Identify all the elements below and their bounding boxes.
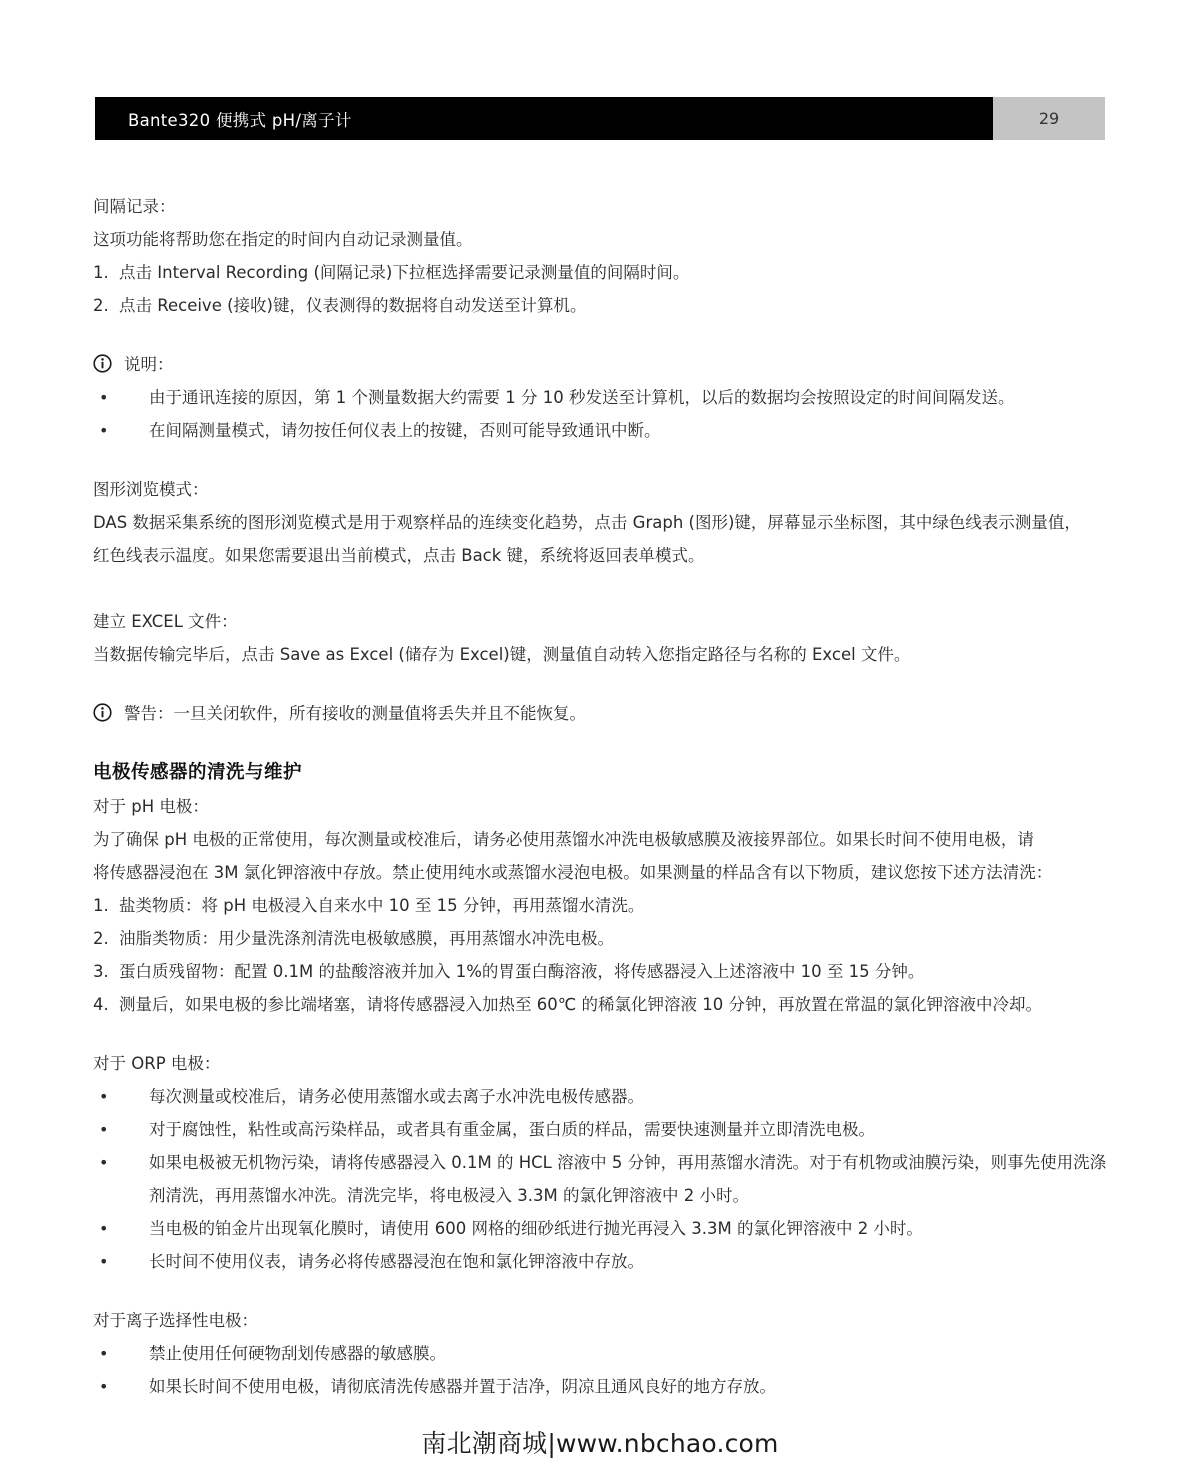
info-circle-icon [93,354,112,373]
list-item-text: 盐类物质：将 pH 电极浸入自来水中 10 至 15 分钟，再用蒸馏水清洗。 [119,896,645,915]
graph-mode-heading: 图形浏览模式： [93,480,209,499]
header-title-bar [95,97,993,140]
spacer [93,671,1115,697]
list-item-number: 2. [93,296,109,315]
excel-file-heading: 建立 EXCEL 文件： [93,612,238,631]
list-item [93,256,1115,289]
warning-text: 警告：一旦关闭软件，所有接收的测量值将丢失并且不能恢复。 [124,704,586,723]
graph-mode-body-line-2: 红色线表示温度。如果您需要退出当前模式，点击 Back 键，系统将返回表单模式。 [93,546,705,565]
ise-electrode-subheading: 对于离子选择性电极： [93,1311,258,1330]
list-item-number: 3. [93,962,109,981]
interval-recording-intro: 这项功能将帮助您在指定的时间内自动记录测量值。 [93,230,473,249]
page-number: 29 [1038,109,1060,128]
list-item [93,955,1115,988]
list-item-text: 点击 Interval Recording (间隔记录)下拉框选择需要记录测量值的间隔时间。 [119,263,690,282]
list-item: • 在间隔测量模式，请勿按任何仪表上的按键，否则可能导致通讯中断。 [93,414,1115,447]
ise-electrode-bullets [93,1337,1115,1403]
list-item: • 对于腐蚀性，粘性或高污染样品，或者具有重金属，蛋白质的样品，需要快速测量并立即清洗电极。 [93,1113,1115,1146]
list-item [93,988,1115,1021]
ph-electrode-body-line-1: 为了确保 pH 电极的正常使用，每次测量或校准后，请务必使用蒸馏水冲洗电极敏感膜及液接界部位。如果长时间不使用电极，请 [93,830,1034,849]
spacer [93,322,1115,348]
interval-recording-heading: 间隔记录： [93,197,176,216]
excel-file-body: 当数据传输完毕后，点击 Save as Excel (储存为 Excel)键，测量值自动转入您指定路径与名称的 Excel 文件。 [93,645,911,664]
list-item-text: 油脂类物质：用少量洗涤剂清洗电极敏感膜，再用蒸馏水冲洗电极。 [119,929,614,948]
list-item-number: 2. [93,929,109,948]
list-item: • 如果长时间不使用电极，请彻底清洗传感器并置于洁净，阴凉且通风良好的地方存放。 [93,1370,1115,1403]
note-label: 说明： [124,355,174,374]
graph-mode-body-line-1: DAS 数据采集系统的图形浏览模式是用于观察样品的连续变化趋势，点击 Graph (图形)键，屏幕显示坐标图，其中绿色线表示测量值， [93,513,1081,532]
orp-electrode-subheading: 对于 ORP 电极： [93,1054,221,1073]
ph-electrode-steps [93,889,1115,1021]
list-item [93,889,1115,922]
list-item-number: 4. [93,995,109,1014]
list-item: • 每次测量或校准后，请务必使用蒸馏水或去离子水冲洗电极传感器。 [93,1080,1115,1113]
page-number-box [993,97,1105,140]
interval-recording-steps [93,256,1115,322]
page-content [93,190,1115,1403]
spacer [93,1278,1115,1304]
page-footer [0,1424,1200,1460]
warning-row [93,697,1115,730]
list-item-number: 1. [93,263,109,282]
spacer [93,572,1115,605]
orp-electrode-bullets [93,1080,1115,1278]
list-item-text: 测量后，如果电极的参比端堵塞，请将传感器浸入加热至 60℃ 的稀氯化钾溶液 10 分钟，再放置在常温的氯化钾溶液中冷却。 [119,995,1043,1014]
list-item-text: 点击 Receive (接收)键，仪表测得的数据将自动发送至计算机。 [119,296,587,315]
info-circle-icon [93,703,112,722]
ph-electrode-body-line-2: 将传感器浸泡在 3M 氯化钾溶液中存放。禁止使用纯水或蒸馏水浸泡电极。如果测量的样品含有以下物质，建议您按下述方法清洗： [93,863,1053,882]
list-item-text: 蛋白质残留物：配置 0.1M 的盐酸溶液并加入 1%的胃蛋白酶溶液，将传感器浸入上述溶液中 10 至 15 分钟。 [119,962,925,981]
list-item: • 当电极的铂金片出现氧化膜时，请使用 600 网格的细砂纸进行抛光再浸入 3.3M 的氯化钾溶液中 2 小时。 [93,1212,1115,1245]
list-item-number: 1. [93,896,109,915]
spacer [93,730,1115,756]
spacer [93,447,1115,473]
ph-electrode-subheading: 对于 pH 电极： [93,797,209,816]
list-item [93,289,1115,322]
list-item [93,922,1115,955]
note-label-row [93,348,1115,381]
spacer [93,1021,1115,1047]
list-item: • 长时间不使用仪表，请务必将传感器浸泡在饱和氯化钾溶液中存放。 [93,1245,1115,1278]
page-title: Bante320 便携式 pH/离子计 [128,110,352,130]
list-item: • 禁止使用任何硬物刮划传感器的敏感膜。 [93,1337,1115,1370]
note-bullets [93,381,1115,447]
page-header [95,97,1105,140]
list-item: • 如果电极被无机物污染，请将传感器浸入 0.1M 的 HCL 溶液中 5 分钟，再用蒸馏水清洗。对于有机物或油膜污染，则事先使用洗涤剂清洗，再用蒸馏水冲洗。清洗完毕，将电极浸入 3.3M 的氯化钾溶液中 2 小时。 [93,1146,1115,1212]
footer-watermark: 南北潮商城|www.nbchao.com [421,1429,779,1458]
list-item: • 由于通讯连接的原因，第 1 个测量数据大约需要 1 分 10 秒发送至计算机，以后的数据均会按照设定的时间间隔发送。 [93,381,1115,414]
section-heading-maintenance: 电极传感器的清洗与维护 [93,762,303,783]
